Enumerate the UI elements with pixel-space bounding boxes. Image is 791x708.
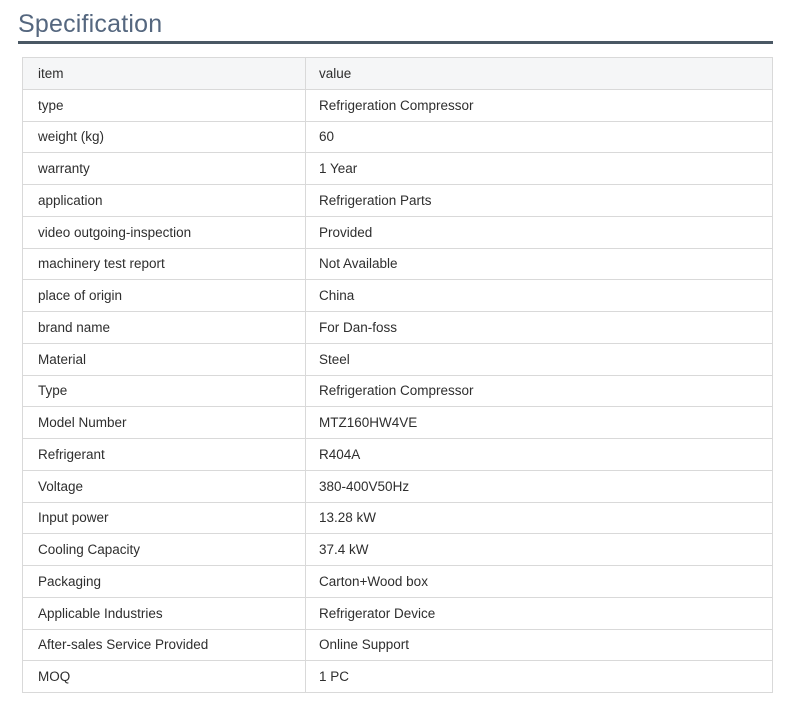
page-title: Specification: [18, 10, 163, 38]
item-cell: After-sales Service Provided: [23, 629, 306, 661]
item-cell: video outgoing-inspection: [23, 216, 306, 248]
specification-table: [22, 57, 773, 693]
value-cell: 380-400V50Hz: [306, 470, 773, 502]
value-cell: For Dan-foss: [306, 312, 773, 344]
item-cell: machinery test report: [23, 248, 306, 280]
item-cell: Cooling Capacity: [23, 534, 306, 566]
table-row: [23, 280, 773, 312]
value-cell: 1 PC: [306, 661, 773, 693]
value-cell: Carton+Wood box: [306, 566, 773, 598]
item-cell: Refrigerant: [23, 439, 306, 471]
item-cell: place of origin: [23, 280, 306, 312]
value-cell: China: [306, 280, 773, 312]
item-cell: Model Number: [23, 407, 306, 439]
value-cell: 37.4 kW: [306, 534, 773, 566]
item-cell: Voltage: [23, 470, 306, 502]
item-cell: Input power: [23, 502, 306, 534]
table-row: [23, 153, 773, 185]
table-header-row: [23, 58, 773, 90]
value-cell: Refrigerator Device: [306, 597, 773, 629]
value-cell: R404A: [306, 439, 773, 471]
table-row: [23, 375, 773, 407]
value-column-header: value: [306, 58, 773, 90]
table-row: [23, 597, 773, 629]
value-cell: 1 Year: [306, 153, 773, 185]
table-row: [23, 661, 773, 693]
value-cell: Steel: [306, 343, 773, 375]
table-row: [23, 89, 773, 121]
value-cell: Online Support: [306, 629, 773, 661]
item-cell: brand name: [23, 312, 306, 344]
item-cell: weight (kg): [23, 121, 306, 153]
value-cell: 60: [306, 121, 773, 153]
table-body: [23, 89, 773, 692]
item-cell: Packaging: [23, 566, 306, 598]
table-row: [23, 407, 773, 439]
table-row: [23, 343, 773, 375]
value-cell: Refrigeration Parts: [306, 185, 773, 217]
item-cell: MOQ: [23, 661, 306, 693]
table-row: [23, 566, 773, 598]
item-cell: application: [23, 185, 306, 217]
table-row: [23, 312, 773, 344]
table-row: [23, 185, 773, 217]
table-row: [23, 629, 773, 661]
value-cell: Refrigeration Compressor: [306, 375, 773, 407]
item-cell: type: [23, 89, 306, 121]
table-row: [23, 121, 773, 153]
item-column-header: item: [23, 58, 306, 90]
table-row: [23, 534, 773, 566]
value-cell: MTZ160HW4VE: [306, 407, 773, 439]
table-row: [23, 248, 773, 280]
item-cell: Applicable Industries: [23, 597, 306, 629]
item-cell: Type: [23, 375, 306, 407]
title-divider: [18, 41, 773, 44]
value-cell: Refrigeration Compressor: [306, 89, 773, 121]
item-cell: Material: [23, 343, 306, 375]
value-cell: Provided: [306, 216, 773, 248]
table-row: [23, 470, 773, 502]
value-cell: 13.28 kW: [306, 502, 773, 534]
table-row: [23, 216, 773, 248]
item-cell: warranty: [23, 153, 306, 185]
table-row: [23, 439, 773, 471]
table-row: [23, 502, 773, 534]
value-cell: Not Available: [306, 248, 773, 280]
